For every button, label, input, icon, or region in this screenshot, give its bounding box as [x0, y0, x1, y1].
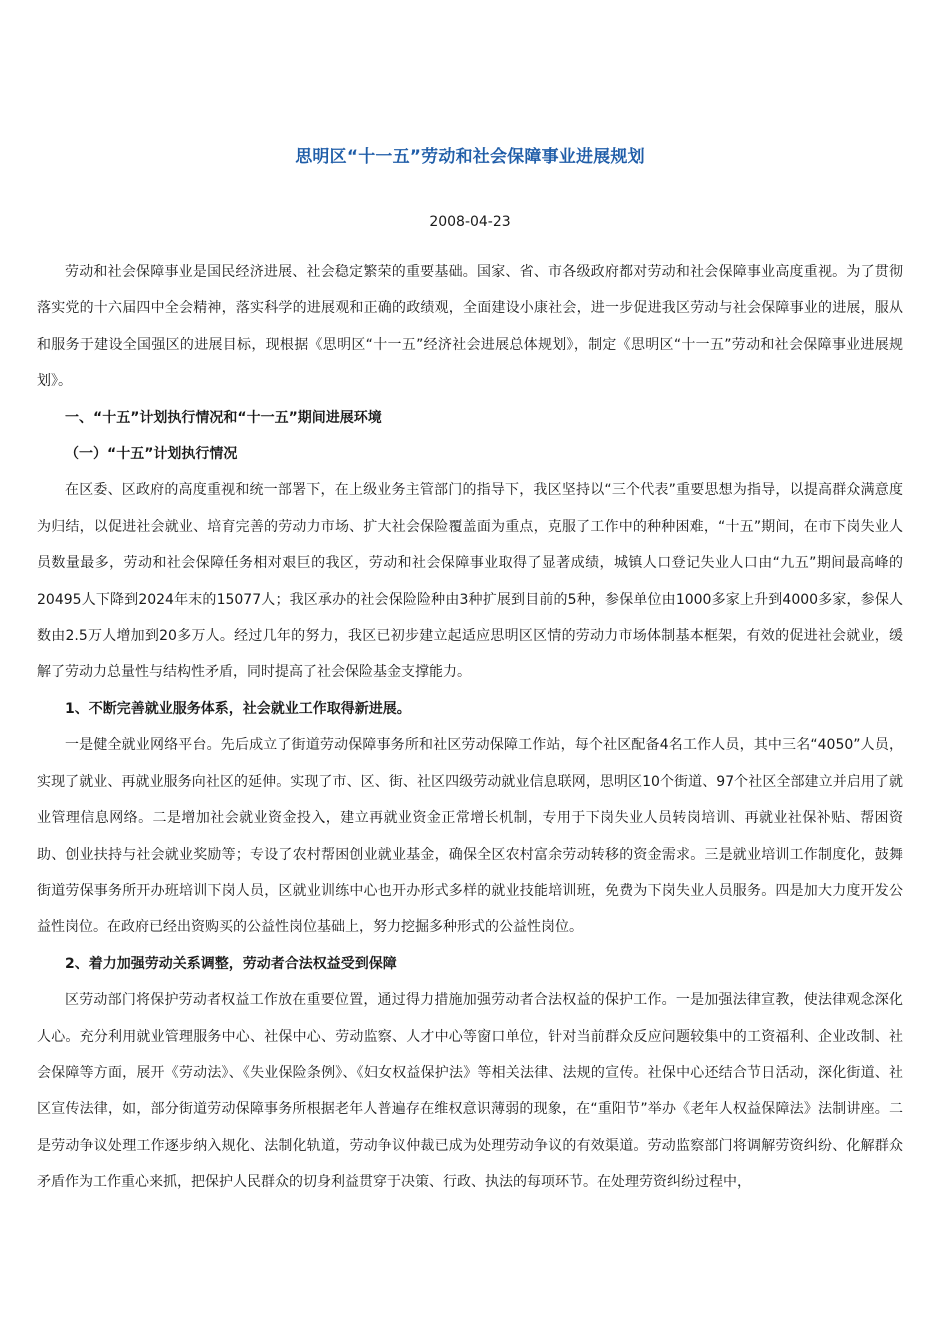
document-title: 思明区“十一五”劳动和社会保障事业进展规划 — [295, 147, 645, 167]
subsection-heading-labor-relations: 2、着力加强劳动关系调整，劳动者合法权益受到保障 — [65, 955, 397, 972]
paragraph-2: 一是健全就业网络平台。先后成立了街道劳动保障事务所和社区劳动保障工作站，每个社区配备4名工作人员，其中三名“4050”人员，实现了就业、再就业服务向社区的延伸。实现了市、区、街、社区四级劳动就业信息联网，思明区10个街道、97个社区全部建立并启用了就业管理信息网络。二是增加社会就业资金投入，建立再就业资金正常增长机制，专用于下岗失业人员转岗培训、再就业社保补贴、帮困资助、创业扶持与社会就业奖励等；专设了农村帮困创业就业基金，确保全区农村富余劳动转移的资金需求。三是就业培训工作制度化，鼓舞街道劳保事务所开办班培训下岗人员，区就业训练中心也开办形式多样的就业技能培训班，免费为下岗失业人员服务。四是加大力度开发公益性岗位。在政府已经出资购买的公益性岗位基础上，努力挖掘多种形式的公益性岗位。 — [37, 737, 903, 936]
paragraph-3: 区劳动部门将保护劳动者权益工作放在重要位置，通过得力措施加强劳动者合法权益的保护工作。一是加强法律宣教，使法律观念深化人心。充分利用就业管理服务中心、社保中心、劳动监察、人才中心等窗口单位，针对当前群众反应问题较集中的工资福利、企业改制、社会保障等方面，展开《劳动法》、《失业保险条例》、《妇女权益保护法》等相关法律、法规的宣传。社保中心还结合节日活动，深化街道、社区宣传法律，如，部分街道劳动保障事务所根据老年人普遍存在维权意识薄弱的现象，在“重阳节”举办《老年人权益保障法》法制讲座。二是劳动争议处理工作逐步纳入规化、法制化轨道，劳动争议仲裁已成为处理劳动争议的有效渠道。劳动监察部门将调解劳资纠纷、化解群众矛盾作为工作重心来抓，把保护人民群众的切身利益贯穿于决策、行政、执法的每项环节。在处理劳资纠纷过程中， — [37, 992, 903, 1191]
document-body — [37, 254, 903, 1201]
publish-date: 2008-04-23 — [429, 214, 511, 230]
paragraph-1: 在区委、区政府的高度重视和统一部署下，在上级业务主管部门的指导下，我区坚持以“三个代表”重要思想为指导，以提高群众满意度为归结，以促进社会就业、培育完善的劳动力市场、扩大社会保险覆盖面为重点，克服了工作中的种种困难，“十五”期间，在市下岗失业人员数量最多，劳动和社会保障任务相对艰巨的我区，劳动和社会保障事业取得了显著成绩，城镇人口登记失业人口由“九五”期间最高峰的20495人下降到2024年末的15077人；我区承办的社会保险险种由3种扩展到目前的5种，参保单位由1000多家上升到4000多家，参保人数由2.5万人增加到20多万人。经过几年的努力，我区已初步建立起适应思明区区情的劳动力市场体制基本框架，有效的促进社会就业，缓解了劳动力总量性与结构性矛盾，同时提高了社会保险基金支撑能力。 — [37, 482, 903, 681]
subsection-heading-employment: 1、不断完善就业服务体系，社会就业工作取得新进展。 — [65, 700, 411, 717]
subsection-heading-1-1: （一）“十五”计划执行情况 — [65, 446, 238, 463]
intro-paragraph: 劳动和社会保障事业是国民经济进展、社会稳定繁荣的重要基础。国家、省、市各级政府都对劳动和社会保障事业高度重视。为了贯彻落实党的十六届四中全会精神，落实科学的进展观和正确的政绩观，全面建设小康社会，进一步促进我区劳动与社会保障事业的进展，服从和服务于建设全国强区的进展目标，现根据《思明区“十一五”经济社会进展总体规划》，制定《思明区“十一五”劳动和社会保障事业进展规划》。 — [37, 264, 903, 390]
section-heading-1: 一、“十五”计划执行情况和“十一五”期间进展环境 — [65, 409, 382, 426]
